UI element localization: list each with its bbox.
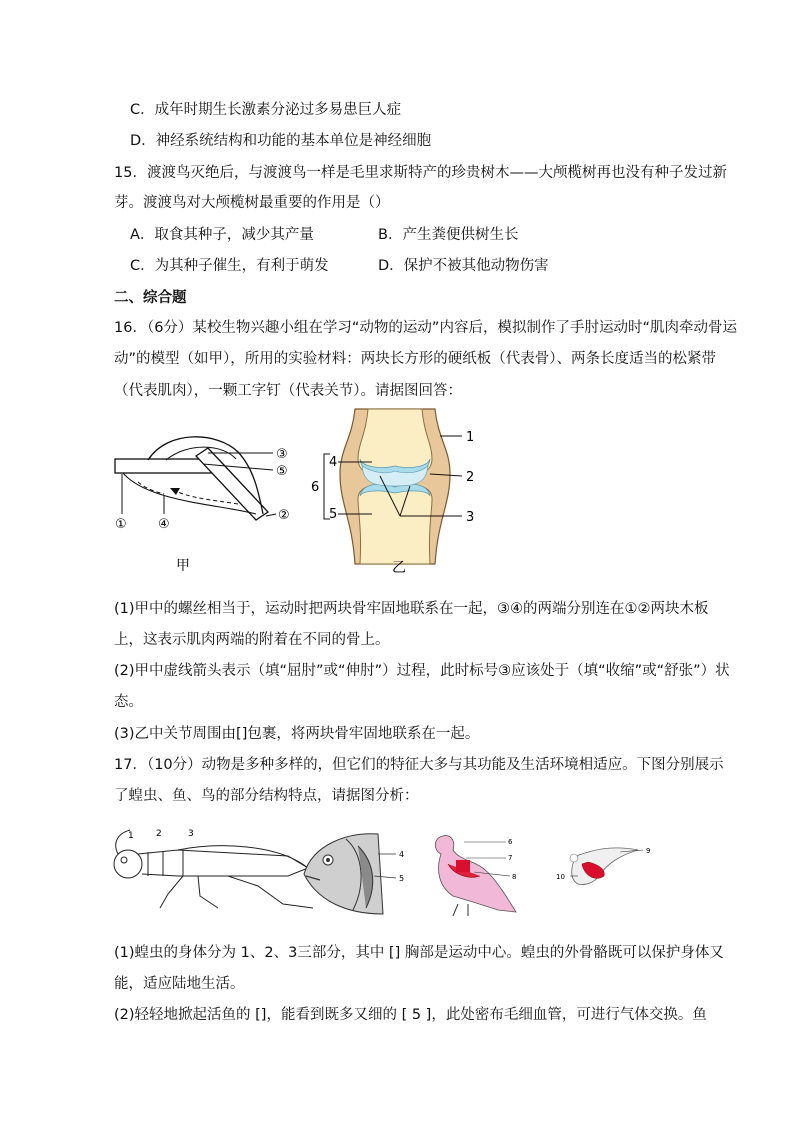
fig-jia-label-2: ②	[278, 508, 290, 523]
flying-bird-drawing	[570, 848, 643, 885]
q15-stem-line1: 15．渡渡鸟灭绝后，与渡渡鸟一样是毛里求斯特产的珍贵树木——大颅榄树再也没有种子发过新	[114, 165, 727, 181]
fig-yi-label-4: 4	[329, 455, 338, 470]
fig-yi-caption: 乙	[392, 560, 406, 574]
q17-sub1-line2: 能，适应陆地生活。	[114, 976, 245, 992]
figure-jia-arm-model	[108, 404, 308, 574]
q17-sub1-line1: (1)蝗虫的身体分为 1、2、3三部分，其中 [] 胸部是运动中心。蝗虫的外骨骼既可以保护身体又	[114, 945, 724, 961]
q15-option-d: D．保护不被其他动物伤害	[378, 258, 549, 274]
q17-label-3: 3	[188, 829, 194, 839]
q17-sub2-line1: (2)轻轻地掀起活鱼的 []，能看到既多又细的 [ 5 ]，此处密布毛细血管，可进行气体交换。鱼	[114, 1007, 707, 1023]
q17-label-7: 7	[508, 854, 513, 862]
q15-stem-line2: 芽。渡渡鸟对大颅榄树最重要的作用是（）	[114, 195, 390, 211]
fig-yi-label-6: 6	[311, 480, 320, 495]
q17-stem-line2: 了蝗虫、鱼、鸟的部分结构特点，请据图分析：	[114, 788, 419, 804]
q14-option-d: D．神经系统结构和功能的基本单位是神经细胞	[130, 133, 432, 149]
q15-option-b: B．产生粪便供树生长	[378, 227, 519, 243]
q16-sub2-line1: (2)甲中虚线箭头表示（填“屈肘”或“伸肘”）过程，此时标号③应该处于（填“收缩”或“舒张”）状	[114, 663, 730, 679]
fig-yi-label-5: 5	[329, 507, 338, 522]
q14-option-c: C．成年时期生长激素分泌过多易患巨人症	[130, 102, 402, 118]
fig-jia-label-3: ③	[276, 447, 288, 462]
q16-sub1-line1: (1)甲中的螺丝相当于，运动时把两块骨牢固地联系在一起，③④的两端分别连在①②两块木板	[114, 601, 709, 617]
fig-jia-label-4: ④	[158, 517, 170, 532]
figure-animals	[108, 824, 688, 916]
q17-label-2: 2	[156, 829, 162, 839]
grasshopper-drawing	[114, 830, 313, 908]
q16-sub3: (3)乙中关节周围由[]包裹，将两块骨牢固地联系在一起。	[114, 726, 480, 742]
q16-stem-line3: （代表肌肉），一颗工字钉（代表关节）。请据图回答：	[114, 383, 462, 399]
q17-label-1: 1	[128, 831, 134, 841]
fig-jia-caption: 甲	[176, 558, 190, 574]
section-heading: 二、综合题	[114, 290, 187, 306]
q17-label-4: 4	[399, 850, 405, 859]
q16-sub2-line2: 态。	[114, 694, 143, 710]
q16-stem-line2: 动”的模型（如甲），所用的实验材料：两块长方形的硬纸板（代表骨）、两条长度适当的松紧带	[114, 351, 717, 367]
q15-option-c: C．为其种子催生，有利于萌发	[130, 258, 329, 274]
bird-skeleton-drawing	[435, 836, 516, 916]
fig-yi-label-3: 3	[466, 510, 475, 525]
figure-yi-joint	[300, 404, 490, 574]
fish-head-drawing	[304, 834, 396, 914]
q15-option-a: A．取食其种子，减少其产量	[130, 227, 314, 243]
q16-sub1-line2: 上，这表示肌肉两端的附着在不同的骨上。	[114, 632, 390, 648]
fig-yi-label-1: 1	[466, 430, 475, 445]
q16-stem-line1: 16．（6分）某校生物兴趣小组在学习“动物的运动”内容后，模拟制作了手肘运动时“肌肉牵动骨运	[114, 320, 737, 336]
q17-label-9: 9	[646, 847, 651, 855]
fig-jia-label-5: ⑤	[276, 464, 288, 479]
fig-jia-label-1: ①	[115, 517, 127, 532]
q17-label-6: 6	[508, 838, 513, 846]
q17-label-10: 10	[556, 873, 565, 881]
q17-label-8: 8	[512, 873, 517, 881]
q17-label-5: 5	[399, 874, 405, 883]
fig-yi-label-2: 2	[466, 470, 475, 485]
q17-stem-line1: 17．（10分）动物是多种多样的，但它们的特征大多与其功能及生活环境相适应。下图分别展示	[114, 757, 724, 773]
